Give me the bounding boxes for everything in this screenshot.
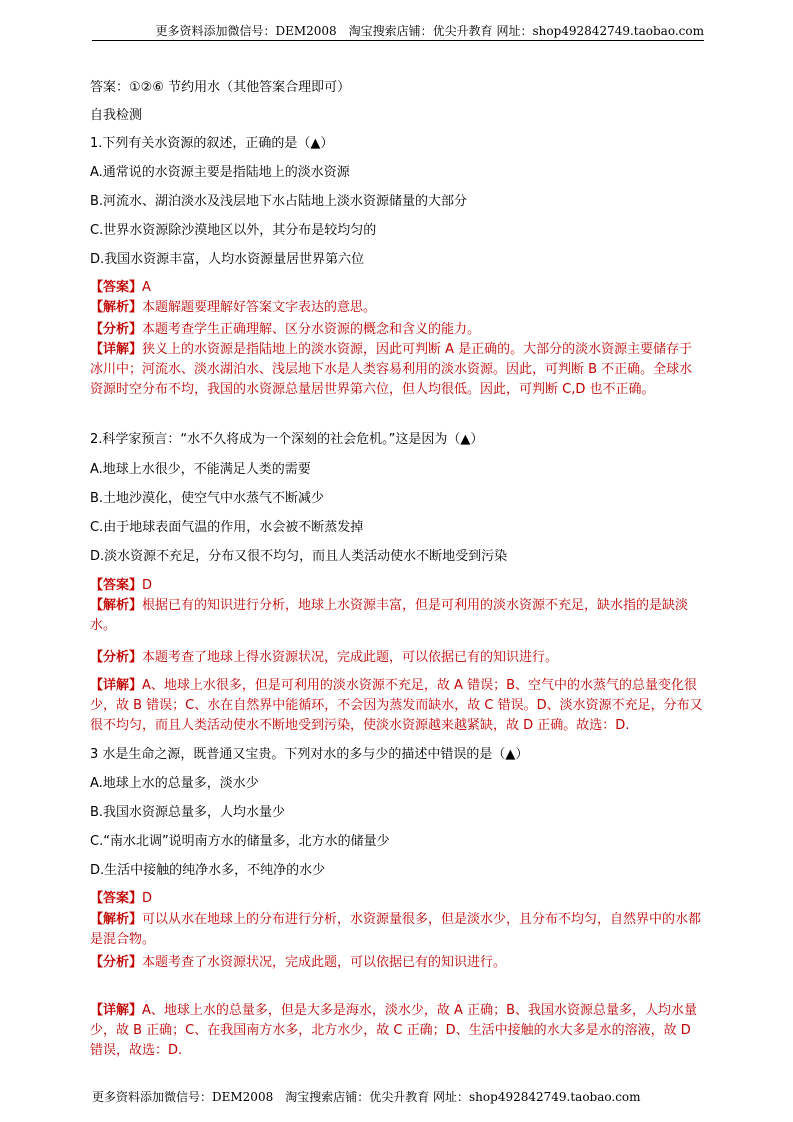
q2-xiangjie: 【详解】A、地球上水很多，但是可利用的淡水资源不充足，故 A 错误；B、空气中的水蒸气的总量变化很少，故 B 错误；C、水在自然界中能循环，不会因为蒸发而缺水，故 C 错误。D、淡水资源不充足，分布又很不均匀，而且人类活动使水不断地受到污染，使淡水资源越来越紧缺，故 D 正确。故选：D. [90,678,703,733]
q3-option-c: C.“南水北调”说明南方水的储量多，北方水的储量少 [90,834,390,849]
q1-option-a: A.通常说的水资源主要是指陆地上的淡水资源 [90,165,350,180]
q3-fenxi: 【分析】本题考查了水资源状况，完成此题，可以依据已有的知识进行。 [90,955,507,970]
q1-fenxi: 【分析】本题考查学生正确理解、区分水资源的概念和含义的能力。 [90,322,481,337]
q3-answer: 【答案】D [90,891,153,906]
page-footer: 更多资料添加微信号：DEM2008 淘宝搜索店铺：优尖升教育 网址：shop492842749.taobao.com [92,1090,641,1104]
q1-option-c: C.世界水资源除沙漠地区以外，其分布是较均匀的 [90,223,377,238]
q2-jiexi: 【解析】根据已有的知识进行分析，地球上水资源丰富，但是可利用的淡水资源不充足，缺水指的是缺淡水。 [90,598,689,633]
q2-fenxi: 【分析】本题考查了地球上得水资源状况，完成此题，可以依据已有的知识进行。 [90,650,559,665]
q2-option-a: A.地球上水很少，不能满足人类的需要 [90,462,311,477]
page-header: 更多资料添加微信号：DEM2008 淘宝搜索店铺：优尖升教育 网址：shop492842749.taobao.com [155,24,704,38]
q2-answer: 【答案】D [90,578,153,593]
q1-option-b: B.河流水、湖泊淡水及浅层地下水占陆地上淡水资源储量的大部分 [90,194,468,209]
q2-stem: 2.科学家预言：“水不久将成为一个深刻的社会危机。”这是因为（▲） [90,432,484,447]
section-title: 自我检测 [90,108,143,123]
q3-jiexi: 【解析】可以从水在地球上的分布进行分析，水资源量很多，但是淡水少，且分布不均匀，自然界中的水都是混合物。 [90,912,702,947]
previous-answer: 答案：①②⑥ 节约用水（其他答案合理即可） [90,80,351,95]
q2-option-b: B.土地沙漠化，使空气中水蒸气不断减少 [90,491,325,506]
q2-option-c: C.由于地球表面气温的作用，水会被不断蒸发掉 [90,520,364,535]
q3-xiangjie: 【详解】A、地球上水的总量多，但是大多是海水，淡水少，故 A 正确；B、我国水资源总量多，人均水量少，故 B 正确；C、在我国南方水多，北方水少，故 C 正确；D、生活中接触的水大多是水的溶液，故 D 错误，故选：D. [90,1003,697,1058]
q1-jiexi: 【解析】本题解题要理解好答案文字表达的意思。 [90,300,377,315]
q1-xiangjie: 【详解】狭义上的水资源是指陆地上的淡水资源，因此可判断 A 是正确的。大部分的淡水资源主要储存于冰川中；河流水、淡水湖泊水、浅层地下水是人类容易利用的淡水资源。因此，可判断 B 不正确。全球水资源时空分布不均，我国的水资源总量居世界第六位，但人均很低。因此，可判断 C,D 也不正确。 [90,342,693,397]
q1-option-d: D.我国水资源丰富，人均水资源量居世界第六位 [90,252,365,267]
q2-option-d: D.淡水资源不充足，分布又很不均匀，而且人类活动使水不断地受到污染 [90,549,508,564]
q3-option-d: D.生活中接触的纯净水多，不纯净的水少 [90,863,326,878]
q1-stem: 1.下列有关水资源的叙述，正确的是（▲） [90,136,334,151]
header-divider [92,40,704,41]
q3-option-a: A.地球上水的总量多，淡水少 [90,776,259,791]
q1-answer: 【答案】A [90,280,151,295]
q3-stem: 3 水是生命之源，既普通又宝贵。下列对水的多与少的描述中错误的是（▲） [90,747,529,762]
q3-option-b: B.我国水资源总量多，人均水量少 [90,805,286,820]
